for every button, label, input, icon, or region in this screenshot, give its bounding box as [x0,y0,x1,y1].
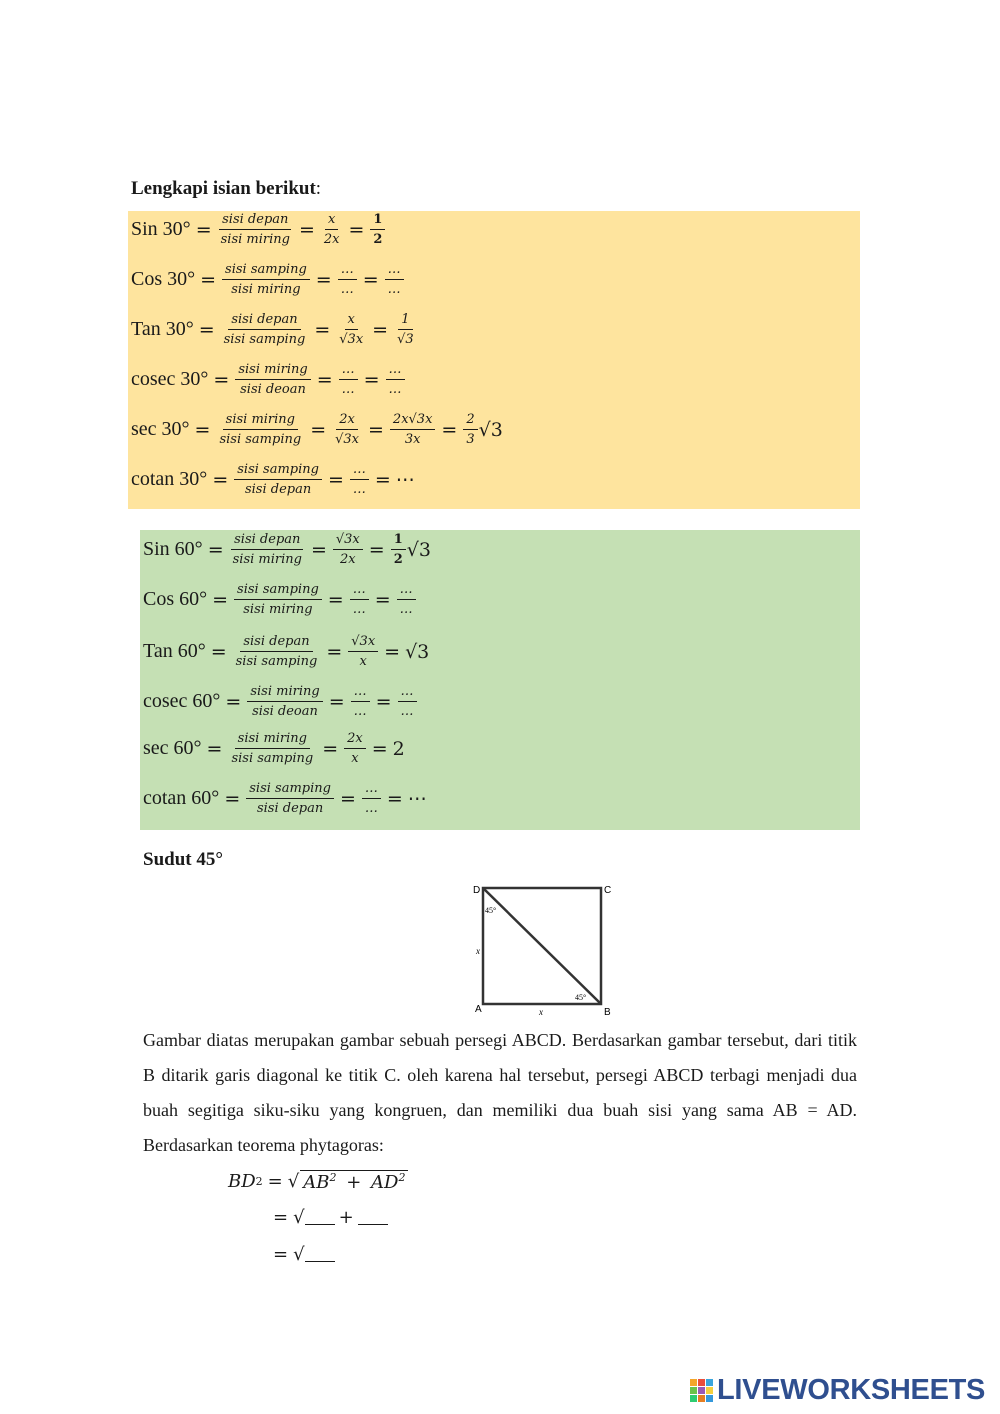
equals-sign: = [374,588,391,611]
equation-label: Cos 60° [143,588,208,610]
equals-2: = [273,1207,289,1228]
fraction-numerator: sisi miring [247,684,322,702]
fraction-denominator: 2 [373,232,383,247]
fraction-numerator: … [398,684,417,702]
fraction-numerator: 2x [344,731,366,749]
fraction-denominator: … [364,801,378,816]
vertex-a-label: A [475,1004,482,1015]
equation-tail: 2 [392,737,405,760]
pythagoras-line-1 [228,1170,408,1193]
pythagoras-line-3 [273,1244,335,1265]
equals-sign: = [315,268,332,291]
fraction-numerator: sisi samping [246,781,334,799]
logo-square [706,1379,713,1386]
equals-sign: = [194,418,211,441]
equals-sign: = [327,468,344,491]
equals-sign: = [198,318,215,341]
fraction-denominator: x [351,751,359,766]
equals-sign: = [212,588,229,611]
fraction [234,462,322,497]
fraction-denominator: … [353,704,367,719]
fraction-numerator: sisi samping [234,582,322,600]
root-symbol-3: √ [293,1244,305,1265]
fraction [350,462,369,497]
fraction-numerator: 2x√3x [390,412,436,430]
equals-sign: = [348,218,365,241]
logo-square [698,1387,705,1394]
fraction-numerator: … [350,582,369,600]
pythagoras-line-2 [273,1207,388,1228]
logo-square [690,1387,697,1394]
fraction-numerator: … [351,684,370,702]
fraction [394,312,417,347]
equals-sign: = [441,418,458,441]
ad-symbol: AD [371,1172,399,1193]
root-symbol-1: √ [287,1171,300,1192]
fraction-numerator: … [386,362,405,380]
fraction-numerator: x [325,212,338,230]
fraction [391,532,406,567]
equals-sign: = [339,787,356,810]
equals-sign: = [368,538,385,561]
equals-sign: = [326,640,343,663]
equals-sign: = [200,268,217,291]
fraction-denominator: 3x [404,432,421,447]
fraction-numerator: √3x [348,634,378,652]
equals-sign: = [314,318,331,341]
equation-row [143,731,405,766]
equals-sign: = [328,690,345,713]
fraction-denominator: … [340,282,354,297]
equation-row [143,781,427,816]
equation-label: cosec 30° [131,368,209,390]
equation-label: sec 60° [143,737,202,759]
fraction-denominator: … [399,602,413,617]
side-bottom-label: x [539,1007,543,1017]
equation-label: Sin 30° [131,218,191,240]
equation-label: Tan 60° [143,640,206,662]
equation-tail: √3 [406,538,431,561]
fraction-denominator: sisi deoan [252,704,318,719]
equals-sign: = [207,538,224,561]
fraction-numerator: … [350,462,369,480]
fraction [235,362,310,397]
equation-label: cotan 60° [143,787,220,809]
fraction-numerator: 2 [463,412,477,430]
angle-d-label: 45° [485,906,497,915]
equation-label: cosec 60° [143,690,221,712]
fraction [247,684,322,719]
answer-blank-3[interactable] [305,1247,335,1262]
logo-icon [690,1379,713,1402]
radicand-1 [300,1170,408,1193]
equation-label: cotan 30° [131,468,208,490]
equation-row [143,684,418,719]
logo-square [698,1379,705,1386]
equals-sign: = [374,468,391,491]
equals-sign: = [375,690,392,713]
fraction-denominator: 2x [340,552,356,567]
fraction [339,362,358,397]
equation-tail: ⋯ [395,468,415,491]
fraction-denominator: √3 [397,332,414,347]
fraction-numerator: sisi depan [231,532,303,550]
fraction [333,532,363,567]
logo-square [706,1387,713,1394]
answer-blank-1[interactable] [305,1210,335,1225]
equation-tail: √3 [478,418,503,441]
fraction [336,312,366,347]
fraction [221,312,309,347]
fraction [233,634,321,669]
equals-sign: = [225,690,242,713]
page-heading [131,178,321,200]
fraction-numerator: sisi depan [228,312,300,330]
equals-sign: = [206,737,223,760]
angle-b-label: 45° [575,993,587,1002]
equals-sign: = [298,218,315,241]
fraction-denominator: sisi samping [235,654,318,669]
equals-sign: = [224,787,241,810]
fraction-numerator: sisi depan [219,212,291,230]
fraction [386,362,405,397]
fraction-denominator: … [387,282,401,297]
equation-row [143,634,429,669]
heading-text: Lengkapi isian berikut [131,178,316,199]
fraction [362,781,381,816]
fraction-denominator: sisi deoan [240,382,306,397]
vertex-b-label: B [604,1007,611,1018]
fraction-numerator: sisi miring [223,412,298,430]
fraction-numerator: 1 [370,212,385,230]
equation-tail: √3 [405,640,430,663]
logo-square [706,1395,713,1402]
fraction-numerator: √3x [333,532,363,550]
equals-sign: = [362,268,379,291]
equation-row [143,532,431,567]
fraction-denominator: … [341,382,355,397]
fraction-denominator: sisi depan [244,482,312,497]
fraction-denominator: 2 [393,552,403,567]
equation-row [131,362,406,397]
bd-square: 2 [255,1175,263,1188]
fraction-numerator: … [362,781,381,799]
fraction-denominator: sisi miring [231,282,301,297]
fraction [218,212,293,247]
fraction-numerator: sisi samping [222,262,310,280]
equals-sign: = [368,418,384,441]
fraction-denominator: √3x [335,432,359,447]
equals-sign: = [310,538,327,561]
equation-row [143,582,417,617]
explanation-paragraph: Gambar diatas merupakan gambar sebuah persegi ABCD. Berdasarkan gambar tersebut, dari titik B ditarik garis diagonal ke titik C. oleh karena hal tersebut, persegi ABCD terbagi menjadi dua buah segitiga siku-siku yang kongruen, dan memiliki dua buah sisi yang sama AB = AD. Berdasarkan teorema phytagoras: [143,1030,857,1155]
fraction-numerator: … [338,262,357,280]
fraction-numerator: sisi samping [234,462,322,480]
fraction-numerator: 1 [398,312,412,330]
fraction [216,412,304,447]
fraction-denominator: … [388,382,402,397]
fraction-numerator: … [339,362,358,380]
equation-row [131,262,405,297]
equals-sign: = [372,318,389,341]
root-symbol-2: √ [293,1207,305,1228]
fraction-denominator: sisi miring [243,602,313,617]
ab-symbol: AB [303,1172,330,1193]
equation-tail: ⋯ [407,787,427,810]
fraction [398,684,417,719]
equation-row [131,312,418,347]
fraction [348,634,378,669]
ab-square: 2 [329,1171,337,1184]
fraction [370,212,385,247]
fraction-numerator: … [397,582,416,600]
equals-sign: = [384,640,401,663]
fraction [397,582,416,617]
sudut-45-title: Sudut 45° [143,849,223,870]
equation-row [131,462,415,497]
fraction [321,212,343,247]
fraction-denominator: … [352,482,366,497]
fraction-denominator: sisi depan [256,801,324,816]
liveworksheets-logo [690,1374,985,1407]
equals-sign: = [371,737,388,760]
answer-blank-2[interactable] [358,1210,388,1225]
fraction-numerator: sisi miring [235,731,310,749]
side-left-label: x [476,946,480,956]
heading-colon: : [315,178,322,199]
logo-text: LIVEWORKSHEETS [717,1374,986,1406]
square-abcd-figure [468,880,618,1020]
equals-sign: = [212,468,229,491]
fraction [463,412,477,447]
fraction [338,262,357,297]
fraction [351,684,370,719]
fraction [246,781,334,816]
equals-3: = [273,1244,289,1265]
equals-sign: = [363,368,380,391]
fraction-denominator: 2x [323,232,340,247]
equals-sign: = [195,218,212,241]
fraction-denominator: sisi miring [232,552,302,567]
fraction [230,532,305,567]
fraction [228,731,316,766]
fraction [390,412,436,447]
equation-label: Sin 60° [143,538,203,560]
fraction-numerator: … [385,262,404,280]
fraction-numerator: 1 [391,532,406,550]
fraction-denominator: sisi miring [220,232,290,247]
equation-label: sec 30° [131,418,190,440]
fraction-denominator: sisi samping [231,751,314,766]
fraction-denominator: … [352,602,366,617]
equation-label: Tan 30° [131,318,194,340]
equals-sign: = [213,368,230,391]
fraction-numerator: 2x [336,412,358,430]
fraction [234,582,322,617]
vertex-d-label: D [473,885,481,896]
fraction [350,582,369,617]
fraction [385,262,404,297]
plus-1: + [346,1172,362,1193]
ad-square: 2 [398,1171,406,1184]
logo-square [690,1395,697,1402]
fraction-denominator: √3x [339,332,364,347]
fraction [344,731,366,766]
fraction-denominator: sisi samping [223,332,306,347]
fraction-denominator: sisi samping [219,432,302,447]
equals-sign: = [316,368,333,391]
fraction-numerator: x [345,312,358,330]
equals-sign: = [327,588,344,611]
vertex-c-label: C [604,885,612,896]
fraction-numerator: sisi depan [240,634,312,652]
equation-row [131,412,503,447]
equals-sign: = [210,640,227,663]
fraction-denominator: … [400,704,414,719]
logo-square [698,1395,705,1402]
bd-symbol: BD [228,1171,256,1192]
fraction-denominator: x [359,654,367,669]
equals-sign: = [322,737,339,760]
logo-square [690,1379,697,1386]
equals-sign: = [386,787,403,810]
diagonal-line [483,888,601,1004]
fraction [332,412,362,447]
equals-1: = [267,1171,283,1192]
fraction-denominator: 3 [466,432,475,447]
equation-label: Cos 30° [131,268,196,290]
equation-row [131,212,386,247]
fraction [222,262,310,297]
plus-2: + [338,1207,354,1228]
fraction-numerator: sisi miring [235,362,310,380]
equals-sign: = [310,418,327,441]
